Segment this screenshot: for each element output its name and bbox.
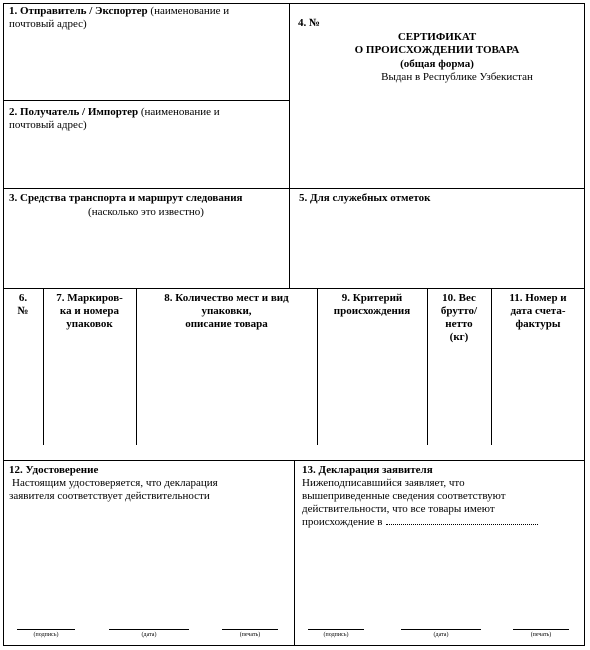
- box13-text-line4: происхождение в: [302, 516, 383, 528]
- box1-title: 1. Отправитель / Экспортер: [9, 5, 148, 17]
- box13-title: 13. Декларация заявителя: [302, 464, 433, 476]
- certificate-title-line1: СЕРТИФИКАТ: [397, 31, 477, 43]
- divider-box1-box2: [3, 100, 289, 101]
- col10-header-line1: 10. Вес: [442, 292, 476, 304]
- box3-note: (насколько это известно): [88, 206, 204, 218]
- col6-header-line2: №: [17, 305, 29, 317]
- box13-text-line2: вышеприведенные сведения соответствуют: [302, 490, 506, 502]
- box13-stamp-label: (печать): [530, 632, 552, 638]
- col8-header-line1: 8. Количество мест и вид: [164, 292, 289, 304]
- box13-text-line3: действительности, что все товары имеют: [302, 503, 495, 515]
- box13-signature-label: (подпись): [323, 632, 349, 638]
- col6-header-line1: 6.: [18, 292, 28, 304]
- box12-date-line: [109, 629, 189, 630]
- divider-bottom-vertical: [294, 460, 295, 646]
- box12-signature-label: (подпись): [33, 632, 59, 638]
- box13-signature-line: [308, 629, 364, 630]
- col11-header-line3: фактуры: [515, 318, 561, 330]
- certificate-issued-in: Выдан в Республике Узбекистан: [381, 71, 533, 83]
- box13-date-label: (дата): [433, 632, 449, 638]
- col9-header-line1: 9. Критерий: [341, 292, 403, 304]
- certificate-title-line2: О ПРОИСХОЖДЕНИИ ТОВАРА: [354, 44, 520, 56]
- box4-number-label: 4. №: [298, 17, 321, 29]
- box2-note-line2: почтовый адрес): [9, 119, 87, 131]
- col10-header-line3: нетто: [445, 318, 473, 330]
- divider-row-transport: [3, 188, 585, 189]
- certificate-form-type: (общая форма): [400, 58, 474, 70]
- box12-stamp-line: [222, 629, 278, 630]
- box2-note-line1: (наименование и: [140, 106, 220, 118]
- col11-header-line1: 11. Номер и: [509, 292, 567, 304]
- col7-header-line3: упаковок: [66, 318, 113, 330]
- origin-country-field[interactable]: [386, 516, 538, 525]
- col8-header-line3: описание товара: [185, 318, 268, 330]
- box12-signature-line: [17, 629, 75, 630]
- box12-text-line2: заявителя соответствует действительности: [9, 490, 210, 502]
- col7-header-line1: 7. Маркиров-: [56, 292, 123, 304]
- box5-title: 5. Для служебных отметок: [299, 192, 431, 204]
- col7-header-line2: ка и номера: [59, 305, 120, 317]
- box12-stamp-label: (печать): [239, 632, 261, 638]
- box2-label: [9, 106, 220, 119]
- box1-note-line2: почтовый адрес): [9, 18, 87, 30]
- col10-header-line4: (кг): [449, 331, 469, 343]
- col11-header-line2: дата счета-: [510, 305, 566, 317]
- box13-text-line1: Нижеподписавшийся заявляет, что: [302, 477, 465, 489]
- box1-label: [9, 5, 229, 18]
- box12-text-line1: Настоящим удостоверяется, что декларация: [12, 477, 218, 489]
- box3-title: 3. Средства транспорта и маршрут следования: [9, 192, 243, 204]
- box12-title: 12. Удостоверение: [9, 464, 99, 476]
- box13-stamp-line: [513, 629, 569, 630]
- box2-title: 2. Получатель / Импортер: [9, 106, 139, 118]
- col8-header-line2: упаковки,: [201, 305, 252, 317]
- box13-origin-line: [302, 516, 538, 529]
- divider-row-columns: [3, 288, 585, 289]
- box12-date-label: (дата): [141, 632, 157, 638]
- box1-note-line1: (наименование и: [150, 5, 230, 17]
- box13-date-line: [401, 629, 481, 630]
- col10-header-line2: брутто/: [440, 305, 478, 317]
- col9-header-line2: происхождения: [333, 305, 411, 317]
